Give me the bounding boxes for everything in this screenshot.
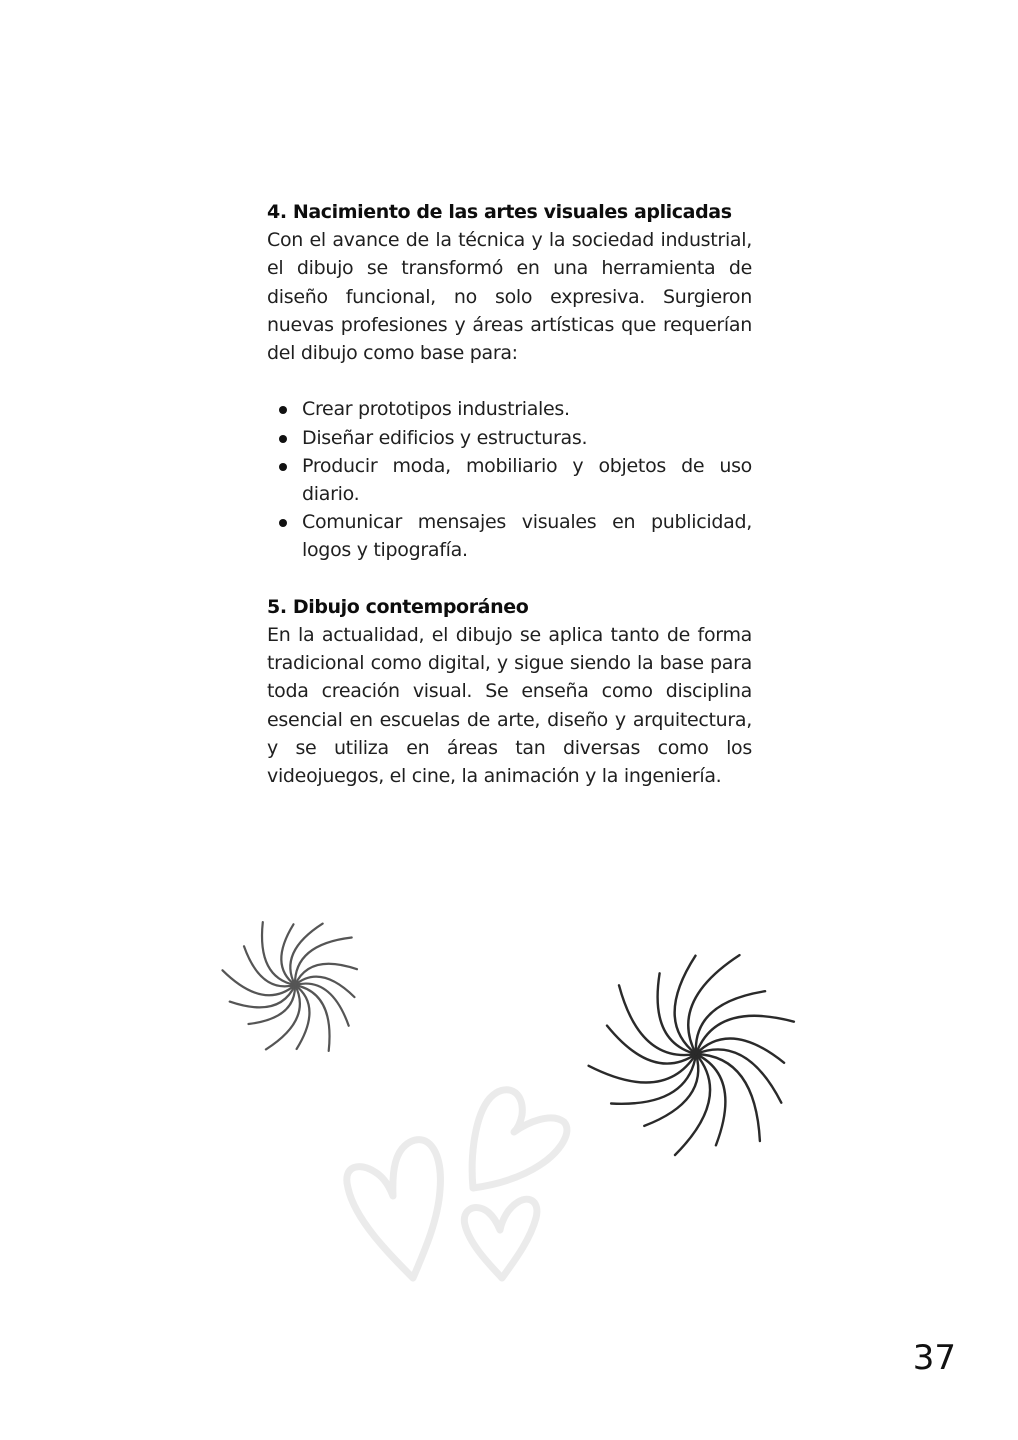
- section-4-heading: 4. Nacimiento de las artes visuales aplicadas: [267, 201, 732, 223]
- heart-left-icon: [347, 1140, 441, 1278]
- section-5-paragraph: En la actualidad, el dibujo se aplica tanto de forma tradicional como digital, y sigue siendo la base para toda creación visual. Se enseña como disciplina esencial en escuelas de arte, diseño y arquitectura, y se utiliza en áreas tan diversas como los videojuegos, el cine, la animación y la ingeniería.: [267, 624, 752, 788]
- bullet-dot-icon: [279, 519, 287, 527]
- bullet-dot-icon: [279, 463, 287, 471]
- bullet-item: [302, 395, 752, 423]
- heart-top-icon: [472, 1090, 567, 1188]
- swirl-arm: [644, 1054, 698, 1126]
- bullet-dot-icon: [279, 406, 287, 414]
- bullet-item: [302, 508, 752, 564]
- section-4-paragraph: Con el avance de la técnica y la sociedad industrial, el dibujo se transformó en una herramienta de diseño funcional, no solo expresiva. Surgieron nuevas profesiones y áreas artísticas que requerían del dibujo como base para:: [267, 229, 752, 365]
- swirl-arm: [696, 1054, 725, 1145]
- heart-bottom-icon: [464, 1199, 537, 1278]
- swirl-arm: [696, 1016, 794, 1054]
- swirl-arm: [295, 964, 357, 985]
- page-number: 37: [912, 1338, 956, 1378]
- section-5: [267, 593, 752, 790]
- bullet-item: [302, 424, 752, 452]
- bullet-dot-icon: [279, 435, 287, 443]
- section-4-bullet-list: [267, 395, 752, 564]
- swirl-arm: [230, 985, 295, 1007]
- bullet-item: [302, 452, 752, 508]
- bullet-text: Producir moda, mobiliario y objetos de uso diario.: [302, 454, 752, 506]
- swirl-icon: [582, 940, 810, 1168]
- swirl-icon: [215, 905, 375, 1065]
- hearts-icon: [330, 1070, 580, 1290]
- bullet-text: Diseñar edificios y estructuras.: [302, 426, 588, 449]
- spacer: [267, 367, 752, 395]
- bullet-text: Comunicar mensajes visuales en publicidad, logos y tipografía.: [302, 511, 752, 562]
- page-content: [267, 198, 752, 790]
- section-5-heading: 5. Dibujo contemporáneo: [267, 595, 529, 618]
- bullet-text: Crear prototipos industriales.: [302, 398, 570, 421]
